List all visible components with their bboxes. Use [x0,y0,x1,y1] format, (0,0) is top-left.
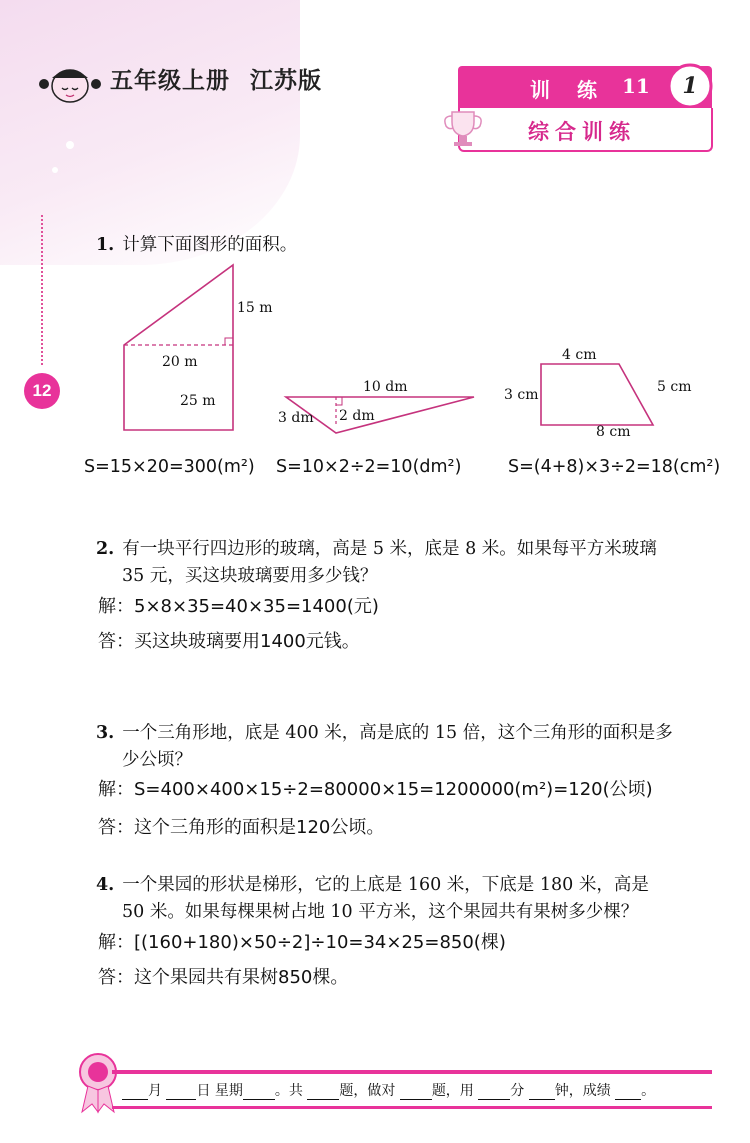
parallelogram-figure [124,265,233,430]
footer-end: 。 [641,1083,656,1099]
day-label: 日 [196,1083,211,1099]
question-text-line2: 50 米。如果每棵果树占地 10 平方米，这个果园共有果树多少棵？ [122,902,639,922]
q1-answer-1: S=15×20=300(m²) [84,457,255,477]
rosette-icon [76,1050,120,1114]
q1-answer-2: S=10×2÷2=10(dm²) [276,457,462,477]
grade-title: 五年级上册 [110,68,230,94]
question-number: 4. [96,875,115,895]
label-15m: 15 m [237,300,273,316]
edition-label: 江苏版 [250,68,322,94]
triangle-right-angle-mark [336,397,342,405]
q3-solution: 解：S=400×400×15÷2=80000×15=1200000(m²)=120(公顷) [98,779,653,800]
question-text-line1: 一个果园的形状是梯形，它的上底是 160 米，下底是 180 米，高是 [122,875,649,895]
q2-answer: 答：买这块玻璃要用1400元钱。 [98,631,360,652]
question-4 [96,872,716,926]
total-blank[interactable] [307,1099,339,1100]
label-4cm: 4 cm [562,347,597,363]
label-20m: 20 m [162,354,198,370]
question-text-line1: 一个三角形地，底是 400 米，高是底的 15 倍，这个三角形的面积是多 [122,723,673,743]
score-blank[interactable] [615,1099,641,1100]
lesson-subtitle-box [458,108,713,152]
triangle-figure [286,397,474,433]
q1-answer-3: S=(4+8)×3÷2=18(cm²) [508,457,721,477]
trapezoid-figure [541,364,653,425]
month-blank[interactable] [122,1099,148,1100]
q2-solution: 解：5×8×35=40×35=1400(元) [98,596,379,617]
q4-answer: 答：这个果园共有果树850棵。 [98,967,349,988]
question-number: 2. [96,539,115,559]
moon-decoration-icon [0,115,110,225]
page-number: 12 [24,373,60,409]
question-text: 计算下面图形的面积。 [122,235,298,255]
page-dotted-line [41,215,43,365]
clock-number: 1 [682,73,698,99]
q3-answer: 答：这个三角形的面积是120公顷。 [98,817,385,838]
footer-bottom-rule [112,1106,712,1109]
time-blank[interactable] [478,1099,510,1100]
minutes-label: 分 [510,1083,525,1099]
question-number: 1. [96,235,115,255]
label-5cm: 5 cm [657,379,692,395]
score-label: 钟，成绩 [554,1083,611,1099]
day-blank[interactable] [166,1099,196,1100]
weekday-label: 星期 [214,1083,243,1099]
label-8cm: 8 cm [596,424,631,440]
weekday-blank[interactable] [243,1099,275,1100]
book-title [110,62,322,95]
label-3cm: 3 cm [504,387,539,403]
question-2 [96,536,716,590]
question-text-line2: 35 元，买这块玻璃要用多少钱？ [122,566,378,586]
seconds-blank[interactable] [529,1099,555,1100]
month-label: 月 [148,1083,162,1099]
label-25m: 25 m [180,393,216,409]
footer-record [122,1080,655,1100]
lesson-label: 训 练 [530,78,607,102]
trophy-icon [440,108,486,148]
q4-solution: 解：[(160+180)×50÷2]÷10=34×25=850(棵) [98,932,506,953]
mascot-icon [34,62,104,110]
time-label: 题，用 [431,1083,474,1099]
question-3 [96,720,716,774]
q1-figures [110,255,730,455]
total-label: 。共 [274,1083,303,1099]
question-text-line2: 少公顷？ [122,750,192,770]
clock-icon [666,62,714,110]
footer-top-rule [112,1070,712,1074]
correct-label: 题，做对 [339,1083,396,1099]
lesson-subtitle: 综合训练 [528,119,636,144]
label-10dm: 10 dm [363,379,408,395]
right-angle-mark [225,338,233,345]
question-text-line1: 有一块平行四边形的玻璃，高是 5 米，底是 8 米。如果每平方米玻璃 [122,539,657,559]
label-2dm: 2 dm [339,408,375,424]
lesson-number: 11 [622,74,650,98]
correct-blank[interactable] [400,1099,432,1100]
label-3dm: 3 dm [278,410,314,426]
question-number: 3. [96,723,115,743]
